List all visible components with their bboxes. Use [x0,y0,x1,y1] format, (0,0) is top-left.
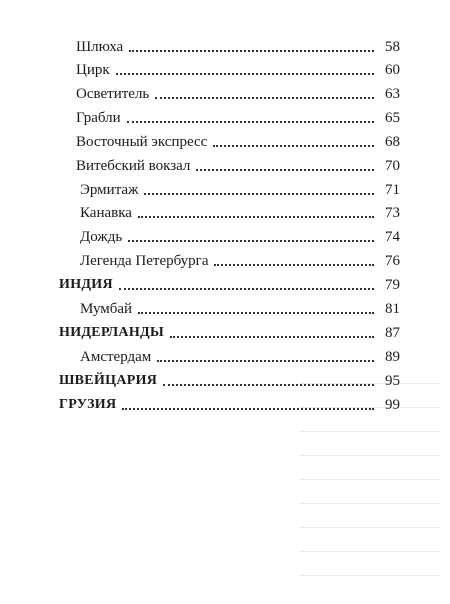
dot-leader [128,240,374,242]
dot-leader [157,360,374,362]
toc-entry[interactable] [76,103,400,127]
toc-entry-title: Цирк [76,62,110,78]
toc-entry-page: 65 [385,110,400,126]
dot-leader [116,73,374,75]
dot-leader [138,216,374,218]
toc-chapter[interactable] [59,366,400,390]
dot-leader [122,408,374,410]
toc-entry[interactable] [80,222,400,246]
toc-entry-page: 76 [385,253,400,269]
dot-leader [163,384,374,386]
toc-entry[interactable] [80,342,400,366]
toc-chapter[interactable] [59,318,400,342]
toc-entry-title: Легенда Петербурга [80,253,209,269]
toc-entry-title: Шлюха [76,39,124,55]
toc-entry-title: Эрмитаж [80,182,139,198]
dot-leader [129,50,374,52]
toc-chapter-title: НИДЕРЛАНДЫ [59,325,165,340]
toc-entry-title: Грабли [76,110,121,126]
toc-entry[interactable] [80,246,400,270]
toc-chapter-title: ШВЕЙЦАРИЯ [59,373,158,388]
dot-leader [119,288,374,290]
toc-entry-title: Осветитель [76,86,150,102]
toc-entry-title: Витебский вокзал [76,158,191,174]
toc-entry-page: 89 [385,349,400,365]
dot-leader [138,312,374,314]
toc-chapter[interactable] [59,270,400,294]
dot-leader [170,336,374,338]
dot-leader [213,145,374,147]
dot-leader [155,97,374,99]
dot-leader [214,264,374,266]
toc-entry[interactable] [76,32,400,56]
toc-entry[interactable] [80,198,400,222]
toc-chapter-title: ГРУЗИЯ [59,397,117,412]
toc-entry-page: 71 [385,182,400,198]
toc-chapter[interactable] [59,390,400,414]
toc-chapter-page: 87 [385,325,400,341]
toc-entry-title: Мумбай [80,301,133,317]
toc-entry-page: 63 [385,86,400,102]
toc-chapter-page: 99 [385,397,400,413]
toc-chapter-page: 95 [385,373,400,389]
dot-leader [196,169,374,171]
toc-entry-page: 58 [385,39,400,55]
toc-entry-page: 81 [385,301,400,317]
toc-entry-page: 70 [385,158,400,174]
toc-entry-page: 74 [385,229,400,245]
toc-entry[interactable] [76,55,400,79]
toc-chapter-page: 79 [385,277,400,293]
toc-entry[interactable] [76,127,400,151]
toc-entry-title: Дождь [80,229,123,245]
toc-entry[interactable] [80,175,400,199]
dot-leader [127,121,374,123]
toc-entry[interactable] [80,294,400,318]
toc-entry-page: 73 [385,205,400,221]
toc-entry-page: 68 [385,134,400,150]
toc-entry[interactable] [76,79,400,103]
toc-entry-title: Восточный экспресс [76,134,208,150]
dot-leader [144,193,374,195]
toc-entry-page: 60 [385,62,400,78]
toc-entry[interactable] [76,151,400,175]
toc-entry-title: Амстердам [80,349,152,365]
toc-chapter-title: ИНДИЯ [59,277,113,292]
toc-entry-title: Канавка [80,205,132,221]
